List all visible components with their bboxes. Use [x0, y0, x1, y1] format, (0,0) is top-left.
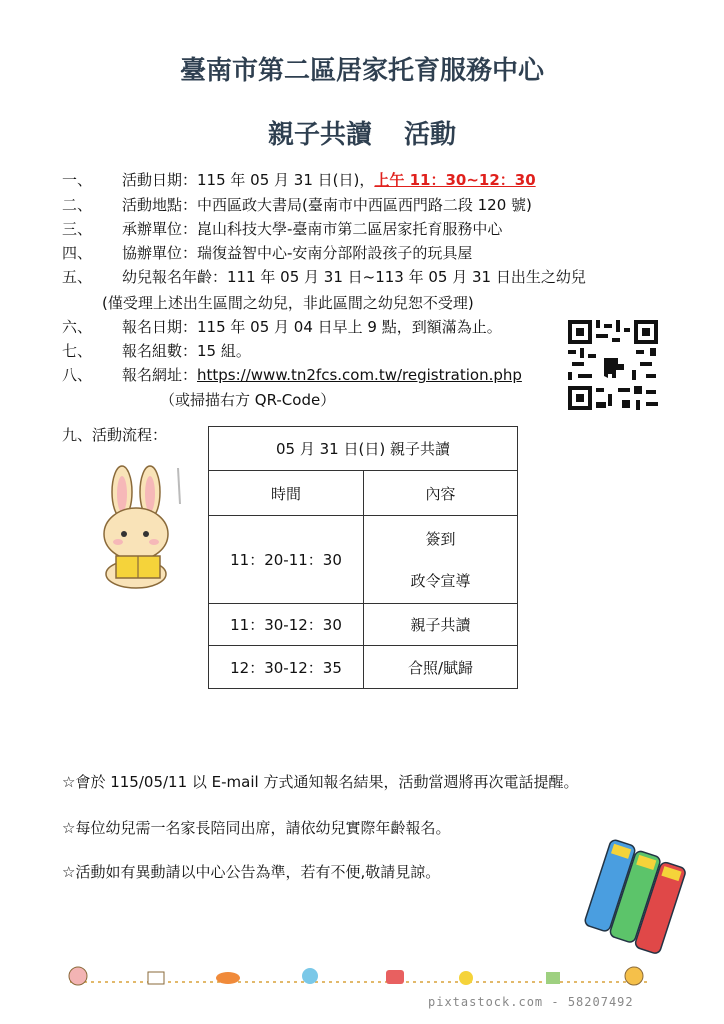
table-row	[209, 516, 518, 604]
row-time: 12：30-12：35	[209, 646, 364, 689]
row-time: 11：30-12：30	[209, 604, 364, 646]
watermark: pixtastock.com - 58207492	[428, 995, 634, 1009]
age-note: (僅受理上述出生區間之幼兒，非此區間之幼兒恕不受理)	[102, 294, 474, 312]
schedule-title: 05 月 31 日(日) 親子共讀	[209, 427, 518, 471]
event-title-a: 親子共讀	[267, 120, 372, 150]
item-text: 報名網址：	[122, 366, 198, 384]
item-num: 八、	[62, 366, 93, 384]
row-content	[364, 516, 518, 604]
item-text: 報名組數：15 組。	[122, 342, 251, 360]
item-num: 四、	[62, 244, 93, 262]
row-content-item: 簽到	[425, 529, 456, 548]
item-num: 一、	[62, 171, 93, 189]
item-url	[62, 365, 522, 385]
qr-note: （或掃描右方 QR-Code）	[160, 391, 336, 409]
item-organizer	[62, 219, 502, 239]
schedule-table	[208, 426, 518, 689]
table-row	[209, 604, 518, 646]
bunny-reading-illustration	[92, 464, 192, 590]
header-time: 時間	[209, 471, 364, 516]
stacked-books-illustration	[572, 832, 688, 962]
item-time-highlight: 上午 11：30~12：30	[374, 171, 536, 189]
registration-link[interactable]: https://www.tn2fcs.com.tw/registration.php	[197, 366, 522, 384]
item-text: 活動日期：115 年 05 月 31 日(日)，	[122, 171, 375, 189]
item-text: 幼兒報名年齡：111 年 05 月 31 日~113 年 05 月 31 日出生之幼兒	[122, 268, 586, 286]
item-num: 二、	[62, 196, 93, 214]
item-text: 承辦單位：崑山科技大學-臺南市第二區居家托育服務中心	[122, 220, 503, 238]
event-title-b: 活動	[404, 120, 457, 150]
item-text: 協辦單位：瑞復益智中心-安南分部附設孩子的玩具屋	[122, 244, 473, 262]
qr-code-icon[interactable]	[566, 318, 660, 412]
item-num: 三、	[62, 220, 93, 238]
decorative-border	[60, 962, 660, 994]
header-content: 內容	[364, 471, 518, 516]
item-reg-date	[62, 317, 502, 337]
flow-label: 九、活動流程：	[62, 426, 168, 444]
item-groups	[62, 341, 251, 361]
org-title: 臺南市第二區居家托育服務中心	[179, 56, 544, 86]
event-title	[0, 114, 724, 151]
item-date	[62, 170, 536, 190]
item-num: 七、	[62, 342, 93, 360]
item-co-organizer	[62, 243, 472, 263]
note-item: ☆每位幼兒需一名家長陪同出席，請依幼兒實際年齡報名。	[62, 819, 451, 837]
note-item: ☆會於 115/05/11 以 E-mail 方式通知報名結果，活動當週將再次電話提醒。	[62, 773, 579, 791]
item-age	[62, 267, 586, 287]
table-row	[209, 646, 518, 689]
item-location	[62, 195, 532, 215]
item-text: 活動地點：中西區政大書局(臺南市中西區西門路二段 120 號)	[122, 196, 532, 214]
item-num: 六、	[62, 318, 93, 336]
item-num: 五、	[62, 268, 93, 286]
row-content: 親子共讀	[364, 604, 518, 646]
row-content-item: 政令宣導	[410, 571, 471, 590]
note-item: ☆活動如有異動請以中心公告為準，若有不便,敬請見諒。	[62, 863, 441, 881]
item-text: 報名日期：115 年 05 月 04 日早上 9 點，到額滿為止。	[122, 318, 502, 336]
row-content: 合照/賦歸	[364, 646, 518, 689]
row-time: 11：20-11：30	[209, 516, 364, 604]
